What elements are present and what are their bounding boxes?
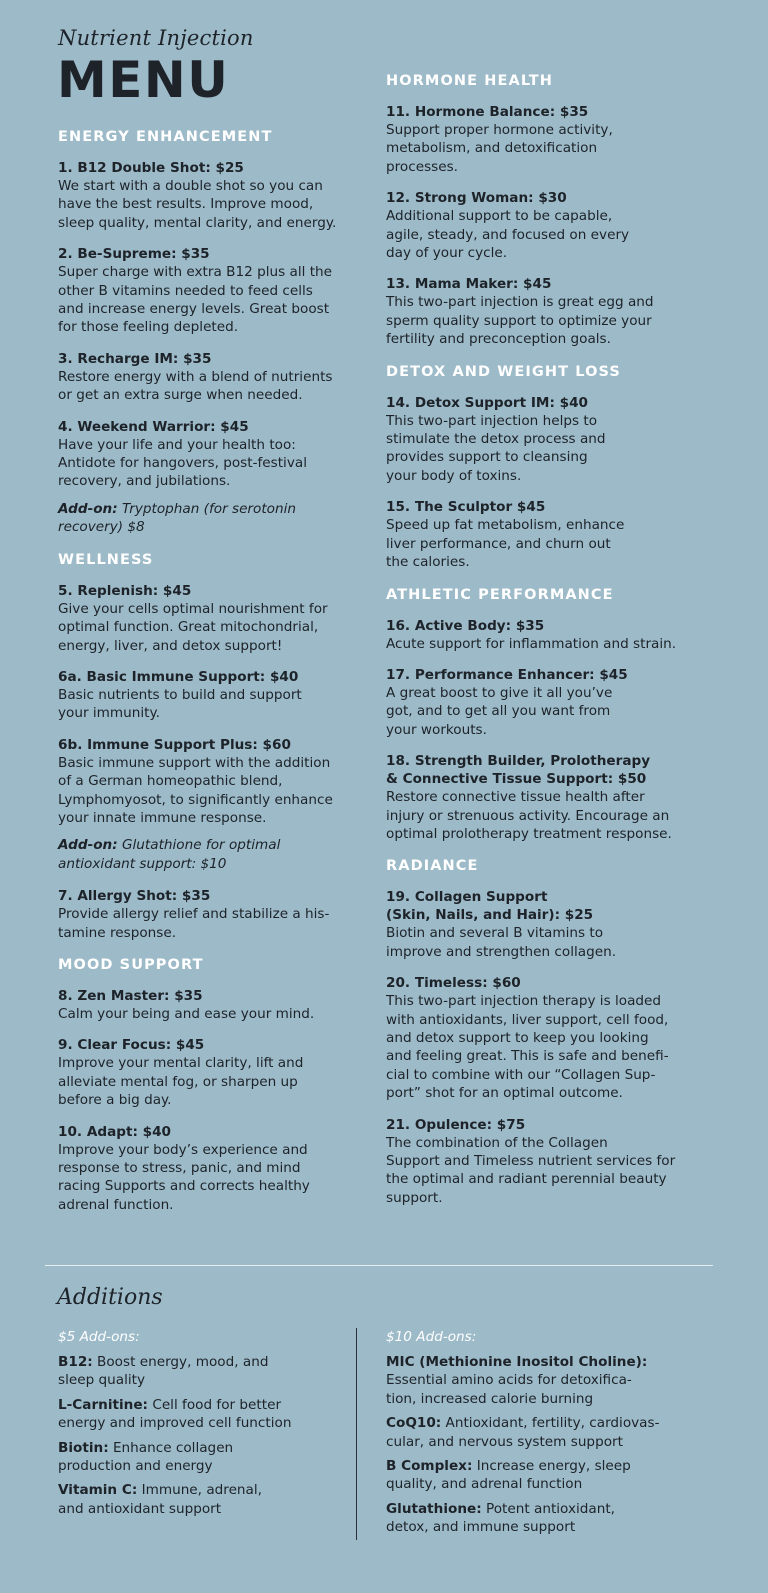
menu-item xyxy=(386,103,711,176)
menu-item xyxy=(386,498,711,571)
menu-item xyxy=(386,189,711,262)
menu-item-description xyxy=(58,1141,388,1215)
menu-item-description-line: recovery, and jubilations. xyxy=(58,473,231,490)
add-on-description: Essential amino acids for detoxifica- xyxy=(386,1372,632,1389)
menu-item-description-line: your workouts. xyxy=(386,721,487,738)
section-heading: DETOX AND WEIGHT LOSS xyxy=(386,363,621,380)
add-on-name: Vitamin C: xyxy=(58,1482,138,1499)
menu-item-description-line: port” shot for an optimal outcome. xyxy=(386,1085,623,1102)
menu-item-title-line: 16. Active Body: $35 xyxy=(386,617,545,634)
menu-item-title xyxy=(386,103,711,121)
menu-item-title xyxy=(58,1036,388,1054)
menu-item-description-line: day of your cycle. xyxy=(386,245,508,262)
menu-subtitle: Nutrient Injection xyxy=(58,26,254,50)
additions-title: Additions xyxy=(57,1285,163,1310)
menu-item-description-line: liver performance, and churn out xyxy=(386,535,611,552)
menu-item-title-line: 2. Be-Supreme: $35 xyxy=(58,246,210,263)
add-on-text-line: Glutathione for optimal xyxy=(122,837,281,854)
menu-title: MENU xyxy=(57,51,230,109)
section-heading: WELLNESS xyxy=(58,551,154,568)
menu-item-description-line: racing Supports and corrects healthy xyxy=(58,1178,310,1195)
menu-section xyxy=(58,128,388,537)
menu-item-title-line: 21. Opulence: $75 xyxy=(386,1116,526,1133)
menu-item xyxy=(58,987,388,1023)
menu-item-title xyxy=(386,275,711,293)
add-on-description: energy and improved cell function xyxy=(58,1415,292,1432)
menu-item-description-line: We start with a double shot so you can xyxy=(58,178,323,194)
menu-item-description-line: Additional support to be capable, xyxy=(386,208,613,225)
add-on-name: MIC (Methionine Inositol Choline): xyxy=(386,1354,648,1370)
add-on-name: B Complex: xyxy=(386,1458,473,1475)
menu-item xyxy=(58,736,388,828)
menu-item xyxy=(58,159,388,232)
menu-item-description xyxy=(58,905,388,942)
menu-item-title-line: & Connective Tissue Support: $50 xyxy=(386,771,647,788)
menu-item-title-line: 13. Mama Maker: $45 xyxy=(386,276,552,293)
menu-item-description-line: optimal function. Great mitochondrial, xyxy=(58,619,319,636)
menu-item-description-line: injury or strenuous activity. Encourage an xyxy=(386,807,670,824)
add-on-label: Add-on: xyxy=(58,837,118,854)
section-heading: MOOD SUPPORT xyxy=(58,956,204,973)
menu-item-description-line: Support proper hormone activity, xyxy=(386,122,613,138)
menu-item xyxy=(58,418,388,491)
ten-dollar-addons xyxy=(386,1328,676,1543)
menu-item-description xyxy=(386,412,711,486)
add-on-name: L-Carnitine: xyxy=(58,1396,148,1413)
add-on-note xyxy=(58,836,388,873)
menu-item-description xyxy=(58,1054,388,1109)
menu-item-description-line: This two-part injection is great egg and xyxy=(386,294,654,311)
menu-item-description xyxy=(58,600,388,655)
menu-item-description-line: Basic immune support with the addition xyxy=(58,754,331,771)
add-on-label: Add-on: xyxy=(58,500,118,517)
menu-item-title-line: 15. The Sculptor $45 xyxy=(386,499,546,516)
section-divider xyxy=(45,1265,713,1266)
menu-item-title xyxy=(58,668,388,686)
menu-item-description-line: Calm your being and ease your mind. xyxy=(58,1005,315,1022)
menu-item-title-line: 18. Strength Builder, Prolotherapy xyxy=(386,753,651,770)
menu-item-description-line: stimulate the detox process and xyxy=(386,431,606,448)
menu-item-title xyxy=(386,617,711,635)
add-on-text-line: Tryptophan (for serotonin xyxy=(122,500,296,517)
menu-item-title-line: (Skin, Nails, and Hair): $25 xyxy=(386,907,594,924)
section-heading: HORMONE HEALTH xyxy=(386,73,553,89)
menu-item-description-line: alleviate mental fog, or sharpen up xyxy=(58,1073,298,1090)
menu-item-description-line: Improve your body’s experience and xyxy=(58,1141,308,1158)
menu-item-description-line: Basic nutrients to build and support xyxy=(58,686,302,703)
menu-item-description-line: the calories. xyxy=(386,554,470,571)
menu-item-description xyxy=(58,368,388,405)
add-on-description: tion, increased calorie burning xyxy=(386,1390,594,1407)
add-on-description: sleep quality xyxy=(58,1372,146,1389)
menu-item-description-line: other B vitamins needed to feed cells xyxy=(58,282,313,299)
menu-item-title-line: 10. Adapt: $40 xyxy=(58,1123,172,1140)
add-on-description: Cell food for better xyxy=(148,1396,282,1413)
menu-item-description xyxy=(386,635,711,653)
menu-item-description-line: before a big day. xyxy=(58,1092,172,1109)
menu-item-title xyxy=(386,666,711,684)
menu-item-description-line: Speed up fat metabolism, enhance xyxy=(386,517,625,534)
add-on-text-line: antioxidant support: $10 xyxy=(58,855,227,872)
menu-item-description-line: or get an extra surge when needed. xyxy=(58,387,303,404)
menu-item-description-line: and feeling great. This is safe and benefi- xyxy=(386,1048,669,1065)
section-heading: ATHLETIC PERFORMANCE xyxy=(386,586,614,603)
add-on-name: Glutathione: xyxy=(386,1500,482,1517)
menu-section xyxy=(58,551,388,942)
add-on-item xyxy=(58,1396,343,1433)
menu-item-description-line: Acute support for inflammation and strain. xyxy=(386,635,677,652)
right-column xyxy=(386,72,711,1221)
menu-item-title-line: 8. Zen Master: $35 xyxy=(58,987,203,1004)
menu-item-title-line: 1. B12 Double Shot: $25 xyxy=(58,160,244,176)
add-on-name: CoQ10: xyxy=(386,1415,442,1432)
menu-item xyxy=(58,887,388,942)
add-on-description: detox, and immune support xyxy=(386,1519,576,1536)
add-on-name: Biotin: xyxy=(58,1439,109,1456)
menu-item-description xyxy=(386,293,711,348)
menu-item-description-line: sperm quality support to optimize your xyxy=(386,312,652,329)
menu-item-description-line: sleep quality, mental clarity, and energy. xyxy=(58,214,337,231)
menu-item-description-line: energy, liver, and detox support! xyxy=(58,637,283,654)
menu-item-description xyxy=(386,1134,711,1208)
menu-item-description-line: the optimal and radiant perennial beauty xyxy=(386,1171,667,1188)
menu-item xyxy=(386,888,711,961)
menu-item-title xyxy=(58,582,388,600)
menu-item-title-line: 4. Weekend Warrior: $45 xyxy=(58,418,249,435)
menu-item-description-line: Antidote for hangovers, post-festival xyxy=(58,455,307,472)
menu-item xyxy=(386,275,711,348)
menu-item-title xyxy=(58,887,388,905)
menu-item-title-line: 20. Timeless: $60 xyxy=(386,975,521,992)
menu-item-description xyxy=(58,436,388,491)
menu-item-description-line: This two-part injection therapy is loaded xyxy=(386,993,662,1010)
menu-item xyxy=(58,1036,388,1109)
menu-item-title xyxy=(58,1123,388,1141)
menu-item-title-line: 11. Hormone Balance: $35 xyxy=(386,104,589,120)
menu-item-description xyxy=(58,754,388,828)
menu-item-description-line: Restore energy with a blend of nutrients xyxy=(58,368,333,385)
menu-item-description-line: provides support to cleansing xyxy=(386,449,588,466)
add-ons-heading: $10 Add-ons: xyxy=(386,1329,477,1345)
menu-item-description-line: your body of toxins. xyxy=(386,467,522,484)
menu-item-title xyxy=(58,159,388,177)
menu-item xyxy=(58,668,388,723)
menu-item-description xyxy=(386,121,711,176)
menu-item-description-line: fertility and preconception goals. xyxy=(386,331,611,348)
menu-section xyxy=(386,586,711,844)
menu-item xyxy=(386,394,711,486)
menu-item-description xyxy=(386,992,711,1102)
menu-item-description-line: A great boost to give it all you’ve xyxy=(386,684,613,701)
menu-item-title-line: 5. Replenish: $45 xyxy=(58,582,192,599)
menu-item-description-line: Support and Timeless nutrient services for xyxy=(386,1153,676,1169)
menu-item-title-line: 17. Performance Enhancer: $45 xyxy=(386,666,628,683)
add-on-item xyxy=(386,1353,676,1408)
menu-item-description-line: cial to combine with our “Collagen Sup- xyxy=(386,1066,656,1083)
menu-item-description-line: tamine response. xyxy=(58,924,177,941)
menu-item-description xyxy=(386,516,711,571)
menu-section xyxy=(386,857,711,1207)
menu-item-description xyxy=(386,788,711,843)
menu-item-description-line: response to stress, panic, and mind xyxy=(58,1160,301,1176)
menu-item-description-line: optimal prolotherapy treatment response. xyxy=(386,825,672,842)
menu-item-description-line: for those feeling depleted. xyxy=(58,319,239,336)
menu-section xyxy=(386,72,711,349)
menu-item-description-line: your innate immune response. xyxy=(58,809,267,826)
add-on-item xyxy=(386,1414,676,1451)
menu-item-title-line: 9. Clear Focus: $45 xyxy=(58,1037,205,1054)
add-on-item xyxy=(58,1439,343,1476)
menu-item-description-line: metabolism, and detoxification xyxy=(386,140,598,157)
menu-item-description xyxy=(386,684,711,739)
add-ons-heading: $5 Add-ons: xyxy=(58,1329,140,1345)
add-on-item xyxy=(386,1457,676,1494)
menu-item-description-line: with antioxidants, liver support, cell food, xyxy=(386,1011,669,1028)
add-on-description: and antioxidant support xyxy=(58,1500,222,1517)
menu-item-description-line: and increase energy levels. Great boost xyxy=(58,301,330,318)
menu-item-description-line: Lymphomyosot, to significantly enhance xyxy=(58,791,333,808)
menu-item-description xyxy=(58,1005,388,1023)
add-on-item xyxy=(58,1353,343,1390)
menu-item-description-line: Biotin and several B vitamins to xyxy=(386,925,604,942)
add-on-description: Enhance collagen xyxy=(108,1439,234,1456)
menu-item-title-line: 6a. Basic Immune Support: $40 xyxy=(58,668,299,685)
add-on-item xyxy=(386,1500,676,1537)
menu-item-title-line: 6b. Immune Support Plus: $60 xyxy=(58,736,291,753)
menu-item xyxy=(386,617,711,653)
menu-item-title xyxy=(386,752,711,788)
menu-item-description-line: have the best results. Improve mood, xyxy=(58,196,314,213)
menu-section xyxy=(58,956,388,1214)
menu-item-description xyxy=(58,686,388,723)
menu-item xyxy=(58,350,388,405)
menu-item-description-line: Have your life and your health too: xyxy=(58,436,296,453)
menu-item-title-line: 19. Collagen Support xyxy=(386,889,548,906)
menu-item-description-line: and detox support to keep you looking xyxy=(386,1029,649,1046)
menu-item-description xyxy=(58,177,388,232)
menu-item xyxy=(58,1123,388,1215)
menu-item-title xyxy=(386,498,711,516)
left-column xyxy=(58,128,388,1228)
menu-item-description-line: Super charge with extra B12 plus all the xyxy=(58,264,333,281)
menu-item-title-line: 14. Detox Support IM: $40 xyxy=(386,394,588,411)
add-on-text-line: recovery) $8 xyxy=(58,519,145,536)
add-on-name: B12: xyxy=(58,1354,93,1370)
menu-item-description-line: agile, steady, and focused on every xyxy=(386,226,630,243)
menu-item xyxy=(58,245,388,337)
menu-item xyxy=(58,582,388,655)
menu-item-title xyxy=(58,987,388,1005)
menu-item-title xyxy=(386,189,711,207)
menu-item-title xyxy=(386,974,711,992)
menu-item-title xyxy=(386,394,711,412)
menu-item-title xyxy=(386,1116,711,1134)
add-on-item xyxy=(58,1481,343,1518)
menu-item-description-line: support. xyxy=(386,1189,443,1206)
menu-item xyxy=(386,666,711,739)
menu-item-title xyxy=(58,350,388,368)
menu-item-title xyxy=(58,736,388,754)
add-on-description: cular, and nervous system support xyxy=(386,1433,623,1450)
menu-item-title xyxy=(58,245,388,263)
menu-item-description-line: Provide allergy relief and stabilize a his- xyxy=(58,906,330,923)
menu-item-description-line: of a German homeopathic blend, xyxy=(58,773,283,790)
menu-item xyxy=(386,752,711,843)
menu-item-description-line: Restore connective tissue health after xyxy=(386,789,645,806)
menu-item-description-line: adrenal function. xyxy=(58,1196,174,1213)
add-on-description: Increase energy, sleep xyxy=(472,1458,631,1475)
menu-item-description-line: got, and to get all you want from xyxy=(386,703,611,720)
menu-item-description xyxy=(58,263,388,337)
add-on-description: Immune, adrenal, xyxy=(137,1482,262,1499)
menu-section xyxy=(386,363,711,572)
menu-item-title-line: 3. Recharge IM: $35 xyxy=(58,350,212,367)
menu-item-title-line: 7. Allergy Shot: $35 xyxy=(58,888,211,905)
menu-item-description-line: Give your cells optimal nourishment for xyxy=(58,600,328,617)
menu-item-description xyxy=(386,924,711,961)
menu-item xyxy=(386,1116,711,1208)
menu-item-description-line: your immunity. xyxy=(58,705,160,722)
additions-column-divider xyxy=(356,1328,357,1540)
menu-item-description-line: improve and strengthen collagen. xyxy=(386,943,617,960)
five-dollar-addons xyxy=(58,1328,343,1524)
section-heading: RADIANCE xyxy=(386,858,479,875)
menu-item-title-line: 12. Strong Woman: $30 xyxy=(386,190,567,207)
menu-item-description xyxy=(386,207,711,262)
add-on-note xyxy=(58,500,388,537)
menu-item-description-line: The combination of the Collagen xyxy=(386,1134,608,1151)
menu-item-description-line: This two-part injection helps to xyxy=(386,412,598,429)
add-on-description: Boost energy, mood, and xyxy=(92,1354,269,1370)
section-heading: ENERGY ENHANCEMENT xyxy=(58,129,273,145)
menu-item-description-line: processes. xyxy=(386,158,459,175)
menu-item xyxy=(386,974,711,1102)
menu-item-title xyxy=(386,888,711,924)
menu-item-title xyxy=(58,418,388,436)
add-on-description: Antioxidant, fertility, cardiovas- xyxy=(441,1415,660,1432)
add-on-description: production and energy xyxy=(58,1458,213,1475)
add-on-description: Potent antioxidant, xyxy=(481,1500,615,1517)
menu-item-description-line: Improve your mental clarity, lift and xyxy=(58,1055,304,1072)
add-on-description: quality, and adrenal function xyxy=(386,1476,583,1493)
